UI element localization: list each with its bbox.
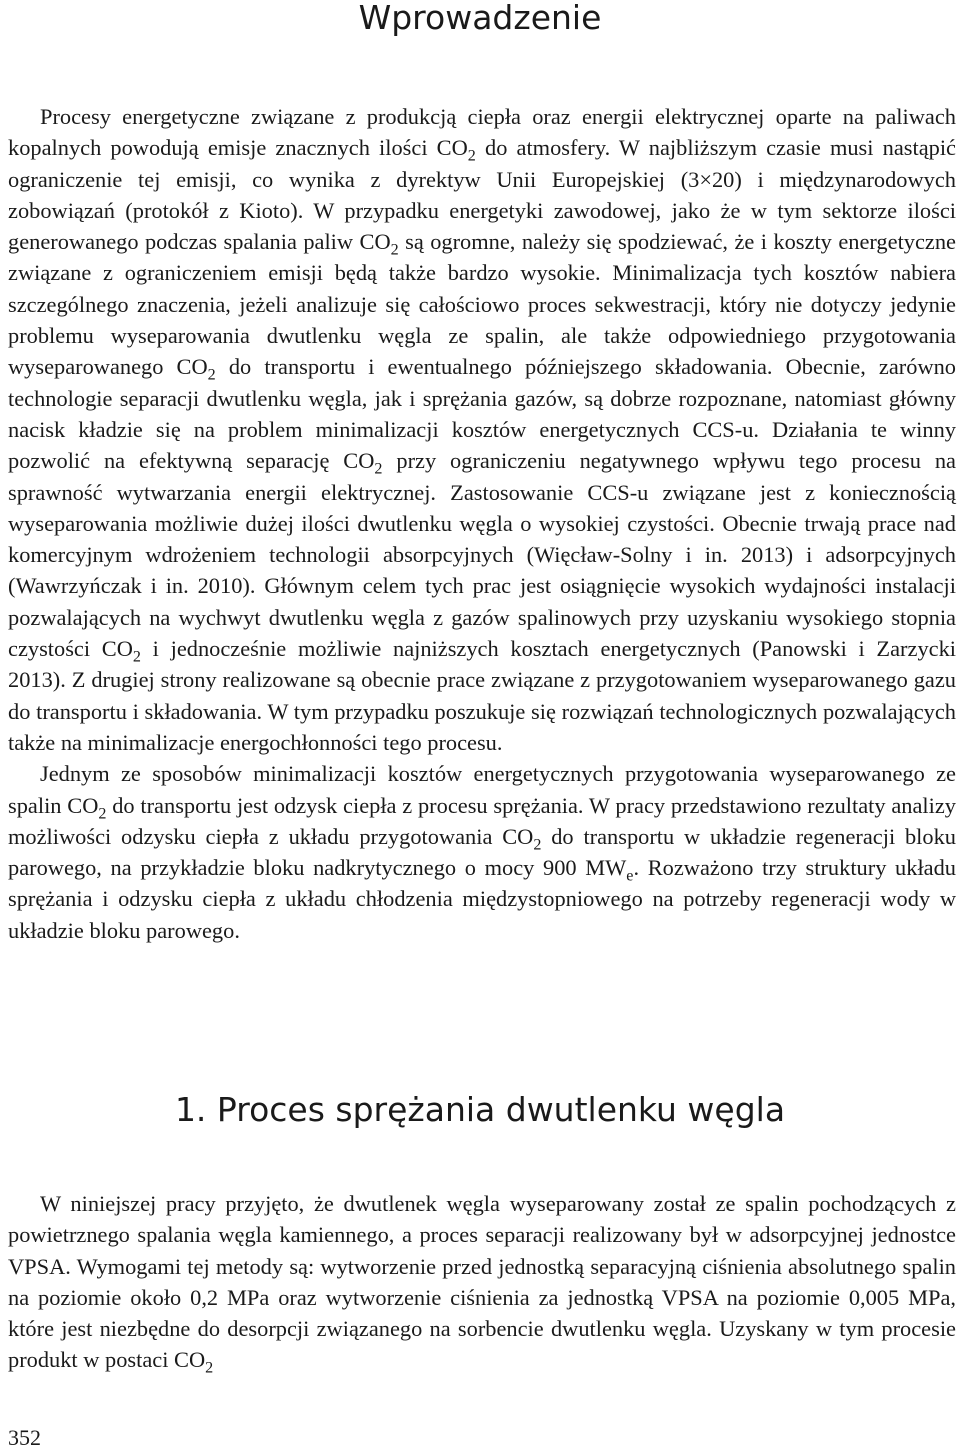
subscript: 2 (207, 367, 216, 385)
subscript: 2 (132, 648, 141, 666)
subscript: 2 (533, 836, 542, 854)
text-run: Jednym ze sposobów minimalizacji kosztów energetycznych przygotowania wyseparowanego ze spalin CO (8, 761, 956, 818)
paragraph (8, 758, 956, 946)
section-title: 1. Proces sprężania dwutlenku węgla (174, 1090, 786, 1129)
text-run: do transportu jest odzysk ciepła z procesu sprężania. W pracy przedstawiono rezultaty analizy możliwości odzysku ciepła z układu przygotowania CO (8, 792, 957, 849)
subscript: 2 (467, 147, 476, 165)
introduction-body (8, 101, 956, 946)
text-run: do transportu i ewentualnego późniejszego składowania. Obecnie, zarówno technologie separacji dwutlenku węgla, jak i sprężania gazów, są dobrze rozpoznane, natomiast główny nacisk kładzie się na problem minimalizacji kosztów energetycznych CCS-u. Działania te winny pozwolić na efektywną separację CO (8, 354, 957, 474)
text-run: . Rozważono trzy struktury układu sprężania i odzysku ciepła z układu chłodzenia międzystopniowego na potrzeby regeneracji wody w układzie bloku parowego. (8, 855, 956, 943)
page-title: Wprowadzenie (358, 0, 602, 37)
paragraph (8, 101, 956, 758)
subscript: e (626, 867, 634, 885)
text-run: są ogromne, należy się spodziewać, że i koszty energetyczne związane z ograniczeniem emisji będą także bardzo wysokie. Minimalizacja tych kosztów nabiera szczególnego znaczenia, jeżeli analizuje się całościowo proces sekwestracji, który nie dotyczy jedynie problemu wyseparowania dwutlenku węgla ze spalin, ale także odpowiedniego przygotowania wyseparowanego CO (8, 229, 956, 380)
paragraph (8, 1188, 956, 1376)
subscript: 2 (390, 241, 399, 259)
page-number: 352 (8, 1425, 41, 1450)
text-run: W niniejszej pracy przyjęto, że dwutlenek węgla wyseparowany został ze spalin pochodzących z powietrznego spalania węgla kamiennego, a proces separacji realizowany był w adsorpcyjnej jednostce VPSA. Wymogami tej metody są: wytworzenie przed jednostką separacyjną ciśnienia absolutnego spalin na poziomie około 0,2 MPa oraz wytworzenie ciśnienia za jednostką VPSA na poziomie 0,005 MPa, które jest niezbędne do desorpcji związanego na sorbencie dwutlenku węgla. Uzyskany w tym procesie produkt w postaci CO (8, 1191, 956, 1373)
text-run: do transportu w układzie regeneracji bloku parowego, na przykładzie bloku nadkrytycznego o mocy 900 MW (8, 823, 956, 881)
text-run: do atmosfery. W najbliższym czasie musi nastąpić ograniczenie tej emisji, co wynika z dyrektyw Unii Europejskiej (3×20) i międzynarodowych zobowiązań (protokół z Kioto). W przypadku energetyki zawodowej, jako że w tym sektorze ilości generowanego podczas spalania paliw CO (8, 135, 956, 255)
text-run: i jednocześnie możliwie najniższych kosztach energetycznych (Panowski i Zarzycki 2013). Z drugiej strony realizowane są obecnie prace związane z przygotowaniem wyseparowanego gazu do transportu i składowania. W tym przypadku poszukuje się rozwiązań technologicznych pozwalających także na minimalizacje energochłonności tego procesu. (8, 636, 956, 755)
section-body (8, 1188, 956, 1376)
subscript: 2 (205, 1360, 214, 1378)
subscript: 2 (374, 460, 383, 478)
text-run: Procesy energetyczne związane z produkcją ciepła oraz energii elektrycznej oparte na paliwach kopalnych powodują emisje znacznych ilości CO (8, 104, 956, 161)
text-run: przy ograniczeniu negatywnego wpływu tego procesu na sprawność wytwarzania energii elektrycznej. Zastosowanie CCS-u związane jest z koniecznością wyseparowania możliwie dużej ilości dwutlenku węgla o wysokiej czystości. Obecnie trwają prace nad komercyjnym wdrożeniem technologii absorpcyjnych (Więcław-Solny i in. 2013) i adsorpcyjnych (Wawrzyńczak i in. 2010). Głównym celem tych prac jest osiągnięcie wysokich wydajności instalacji pozwalających na wychwyt dwutlenku węgla z gazów spalinowych przy uzyskaniu wysokiego stopnia czystości CO (8, 448, 956, 662)
subscript: 2 (98, 805, 107, 823)
